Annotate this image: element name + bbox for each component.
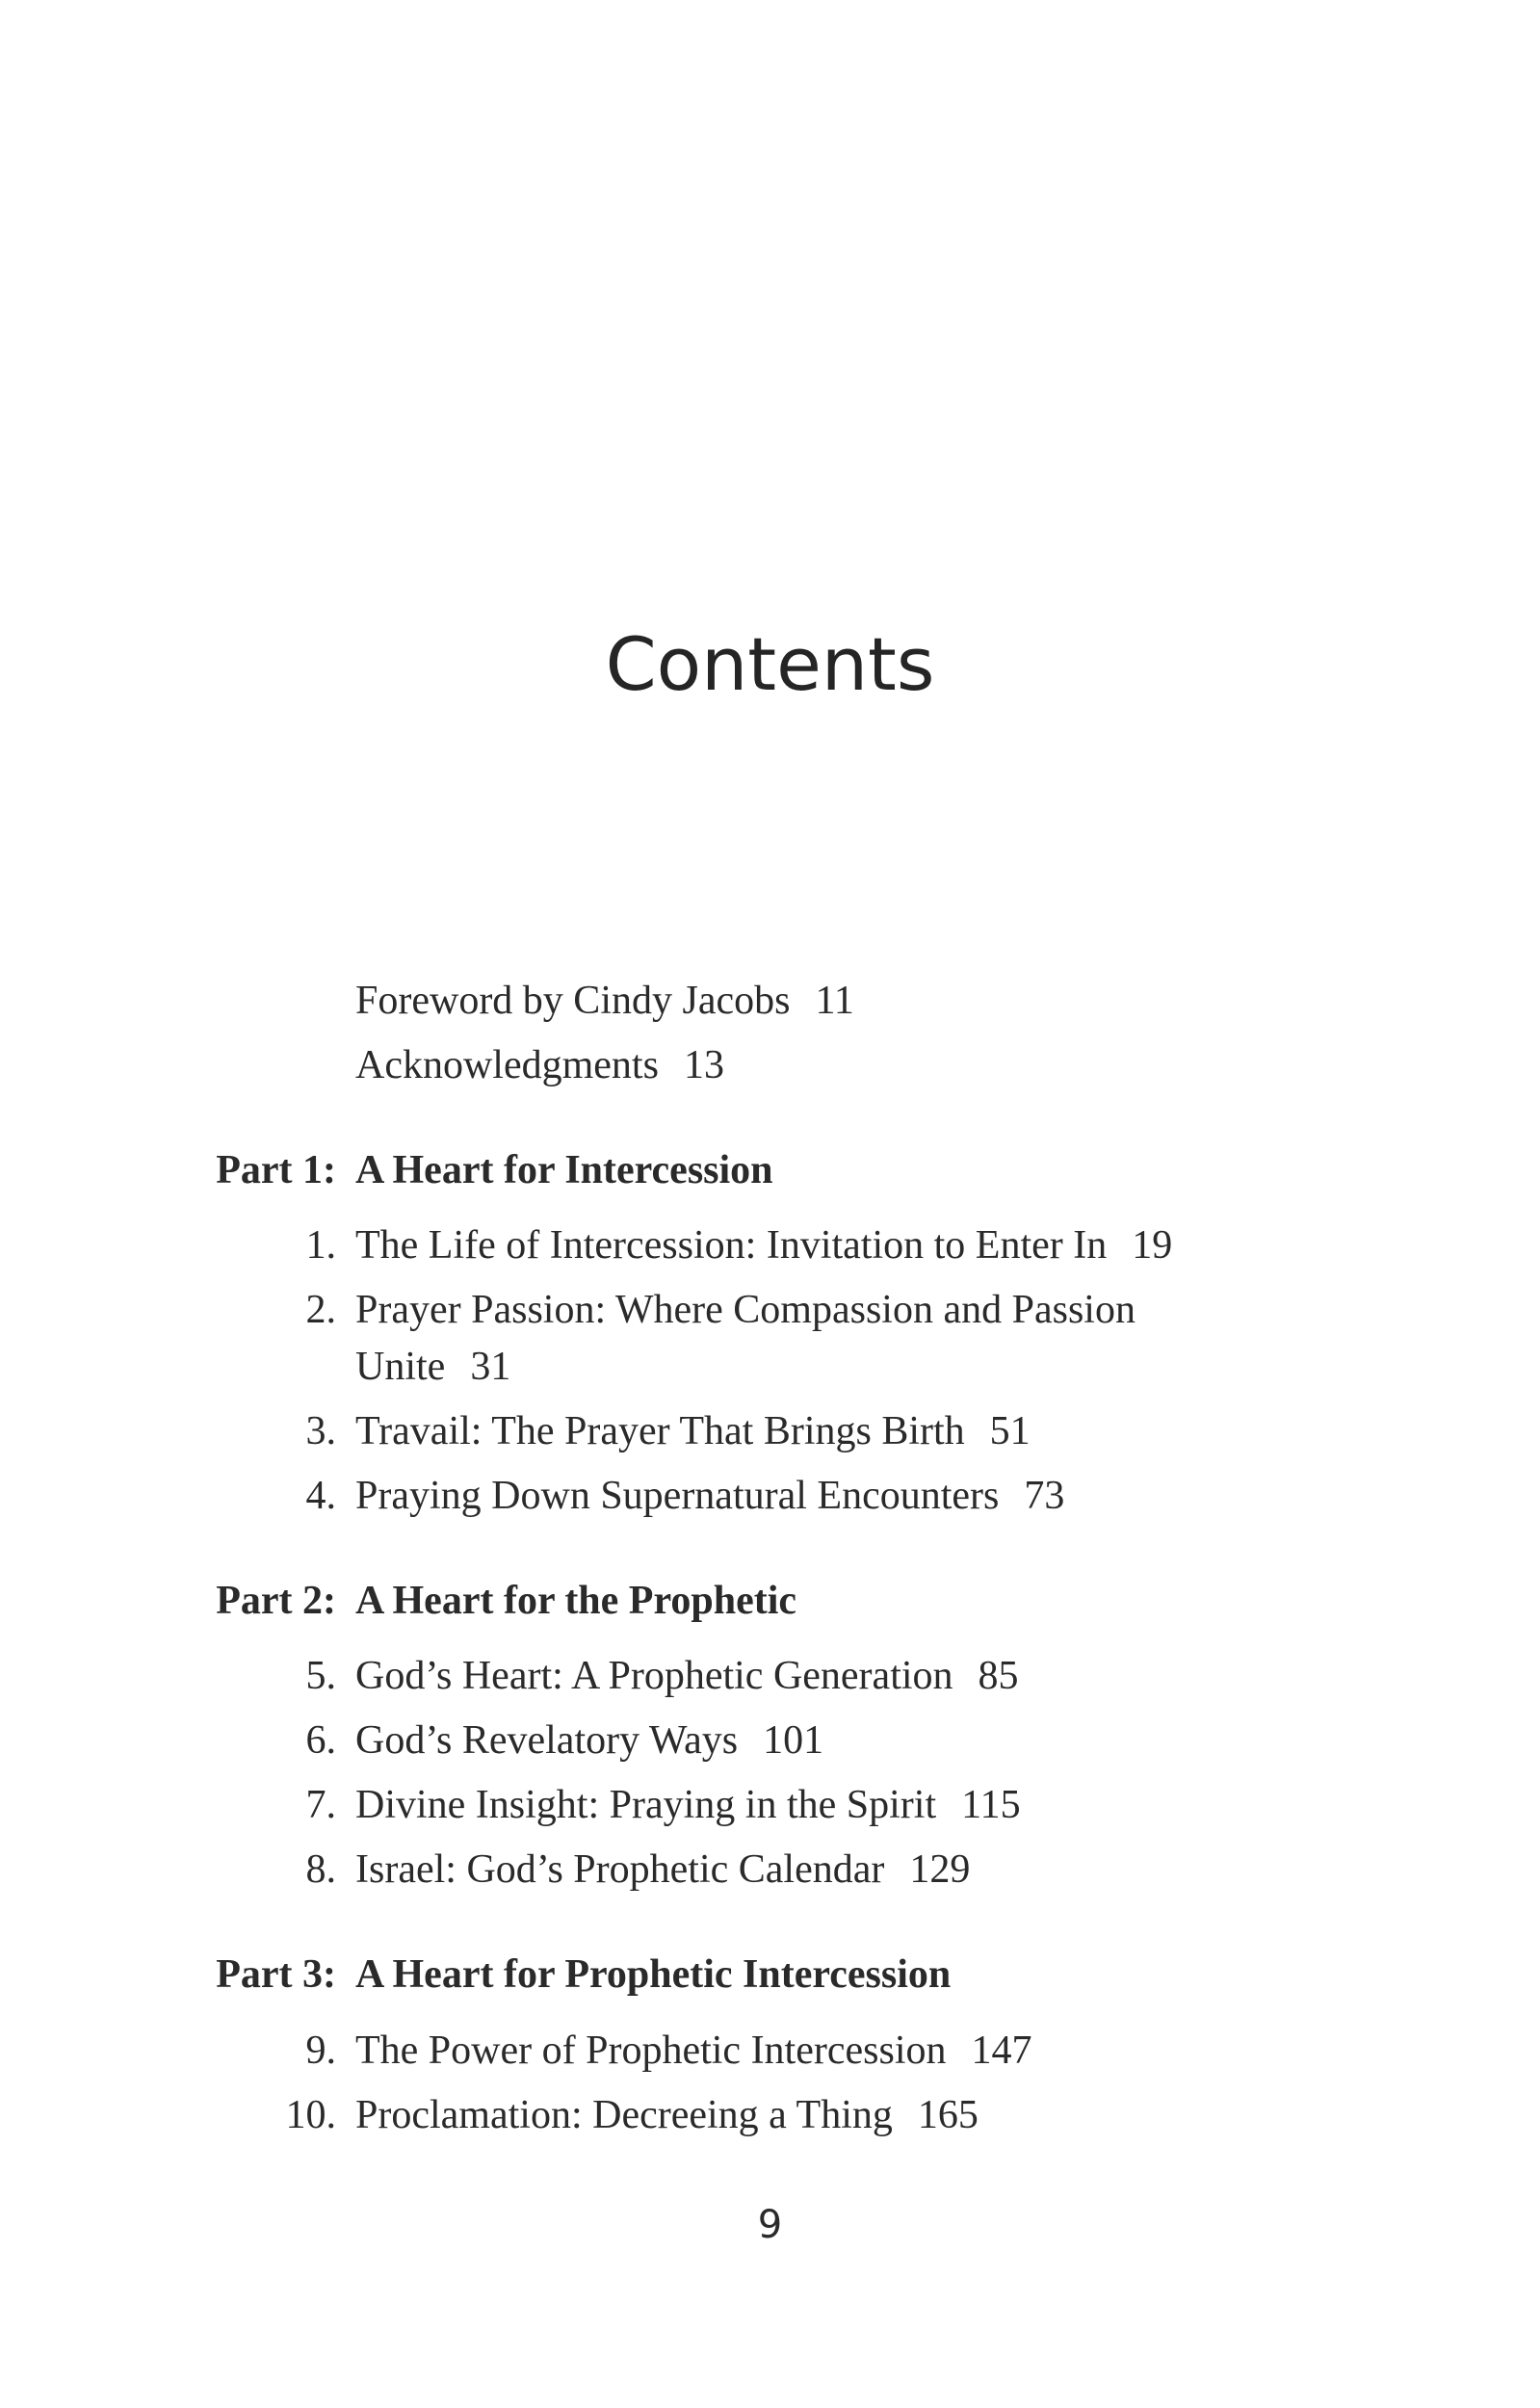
entry-text <box>355 2022 1032 2080</box>
toc-chapter-continuation <box>0 1338 1540 1396</box>
chapter-title: The Power of Prophetic Intercession <box>355 2028 947 2073</box>
chapter-page: 73 <box>1024 1474 1065 1518</box>
toc-chapter <box>0 1281 1540 1339</box>
chapter-number: 2. <box>305 1288 336 1332</box>
entry-text <box>355 1467 1064 1525</box>
toc-chapter <box>0 1647 1540 1705</box>
entry-title: Acknowledgments <box>355 1043 659 1087</box>
part-label: Part 3: <box>216 1952 336 1997</box>
entry-text <box>355 1217 1172 1274</box>
page-title: Contents <box>605 621 935 707</box>
chapter-title: Praying Down Supernatural Encounters <box>355 1474 1000 1518</box>
entry-page: 11 <box>815 979 854 1023</box>
chapter-number: 9. <box>305 2028 336 2073</box>
entry-text <box>355 1402 1031 1460</box>
chapter-title: Travail: The Prayer That Brings Birth <box>355 1409 965 1453</box>
chapter-page: 165 <box>917 2093 979 2137</box>
toc-chapter <box>0 1217 1540 1274</box>
chapter-title-continued: Unite <box>355 1345 446 1389</box>
toc-chapter <box>0 2086 1540 2144</box>
part-heading-2 <box>0 1572 1540 1630</box>
chapter-title: Prayer Passion: Where Compassion and Passion <box>355 1288 1135 1332</box>
part-label: Part 2: <box>216 1579 336 1623</box>
chapter-number: 6. <box>305 1718 336 1763</box>
chapter-number: 1. <box>305 1223 336 1268</box>
part-heading-1 <box>0 1141 1540 1199</box>
toc-entry-acknowledgments <box>0 1036 1540 1094</box>
chapter-page: 129 <box>909 1847 971 1892</box>
entry-text <box>355 1647 1019 1705</box>
chapter-number: 10. <box>285 2093 336 2137</box>
entry-page: 13 <box>683 1043 724 1087</box>
entry-title: Foreword by Cindy Jacobs <box>355 979 791 1023</box>
chapter-title: The Life of Intercession: Invitation to Enter In <box>355 1223 1108 1268</box>
chapter-number: 8. <box>305 1847 336 1892</box>
toc-chapter <box>0 2022 1540 2080</box>
page-number: 9 <box>757 2203 783 2247</box>
chapter-title: God’s Heart: A Prophetic Generation <box>355 1654 953 1698</box>
entry-text <box>355 1036 724 1094</box>
chapter-title: God’s Revelatory Ways <box>355 1718 739 1763</box>
chapter-page: 51 <box>989 1409 1031 1453</box>
chapter-page: 115 <box>961 1783 1021 1827</box>
toc-entry-foreword <box>0 972 1540 1030</box>
chapter-title: Divine Insight: Praying in the Spirit <box>355 1783 937 1827</box>
entry-text <box>355 1841 970 1898</box>
toc-chapter <box>0 1402 1540 1460</box>
chapter-number: 5. <box>305 1654 336 1698</box>
chapter-page: 85 <box>978 1654 1019 1698</box>
toc-chapter <box>0 1467 1540 1525</box>
part-title: A Heart for Intercession <box>355 1148 773 1192</box>
toc-chapter <box>0 1712 1540 1769</box>
part-heading-3 <box>0 1946 1540 2003</box>
chapter-number: 7. <box>305 1783 336 1827</box>
chapter-page: 147 <box>971 2028 1032 2073</box>
part-title: A Heart for the Prophetic <box>355 1579 797 1623</box>
entry-text <box>355 972 854 1030</box>
toc-chapter <box>0 1776 1540 1834</box>
part-title: A Heart for Prophetic Intercession <box>355 1952 952 1997</box>
chapter-title: Proclamation: Decreeing a Thing <box>355 2093 893 2137</box>
entry-text <box>355 1776 1021 1834</box>
part-label: Part 1: <box>216 1148 336 1192</box>
chapter-page: 31 <box>470 1345 511 1389</box>
chapter-title: Israel: God’s Prophetic Calendar <box>355 1847 885 1892</box>
entry-text <box>355 1338 510 1396</box>
toc-chapter <box>0 1841 1540 1898</box>
chapter-page: 19 <box>1132 1223 1173 1268</box>
chapter-number: 3. <box>305 1409 336 1453</box>
chapter-number: 4. <box>305 1474 336 1518</box>
chapter-page: 101 <box>763 1718 824 1763</box>
entry-text <box>355 2086 979 2144</box>
entry-text <box>355 1712 823 1769</box>
